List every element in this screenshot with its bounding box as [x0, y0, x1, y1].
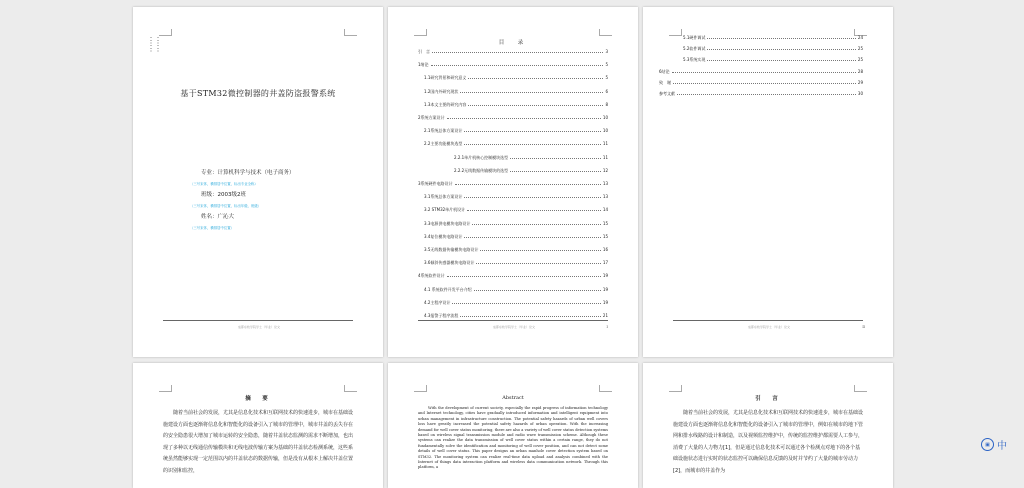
cover-hint: （三号宋体，横排居中位置，标出年级、班级）: [190, 204, 262, 208]
toc-entry-page: 11: [602, 141, 608, 147]
toc-leader-dots: [464, 144, 601, 145]
toc-entry-page: 5: [605, 62, 608, 68]
toc-entry-label: 参考文献: [659, 91, 675, 96]
toc-leader-dots: [673, 83, 856, 84]
toc-leader-dots: [460, 92, 603, 93]
toc-entry-label: 4系统软件设计: [418, 273, 445, 279]
abstract-zh-page[interactable]: [133, 363, 383, 488]
toc-leader-dots: [468, 105, 603, 106]
abstract-zh-body: 随着当前社会的发展，尤其是信息化技术和互联网技术的快速进步，城市在基础设施建设方面也逐渐将信息化和智能化的设备引入了城市的管理中，城市井盖的丢失存在的安全隐患很大增加了城市运转的安全隐患，随着井盖状态监测的需求不断增加，也出现了多种以无线通信传输模块和无线电波传输方案为基础的井盖状态检测系统，这些系统虽然能够实现一定范围以内的井盖状态的数据传输，但是没有从根本上解决井盖位置的识别和监控，: [163, 410, 354, 474]
toc-entry-label: 3.4复位模块电路设计: [424, 233, 463, 239]
toc-entry-label: 3.6倾斜传感器模块电路设计: [424, 260, 475, 266]
toc-entry-label: 2.2主要功能模块选型: [424, 141, 463, 147]
page-footer: 成都东软学院学士（毕业）论文: [238, 325, 281, 329]
toc-entry-label: 2.2.1单片机核心控制模块选型: [454, 154, 509, 160]
toc-entry[interactable]: [424, 75, 608, 81]
translate-widget[interactable]: [981, 437, 1007, 452]
toc-leader-dots: [464, 237, 601, 238]
toc-entry[interactable]: [424, 234, 608, 240]
toc-leader-dots: [464, 131, 601, 132]
toc-entry[interactable]: [424, 221, 608, 227]
corner-mark: [414, 29, 427, 36]
page-footer: 成都东软学院学士（毕业）论文: [493, 325, 536, 329]
drag-handle-icon[interactable]: ⋮⋮ ⋮⋮: [147, 36, 161, 53]
corner-mark: [344, 385, 357, 392]
toc-entry[interactable]: [424, 260, 608, 266]
cover-class: 班级：2003级2班: [201, 192, 246, 198]
introduction-page[interactable]: [643, 363, 893, 488]
cover-major: 专业：计算机科学与技术（电子商务）: [201, 170, 295, 176]
toc-entry-page: 19: [602, 299, 608, 305]
toc-entry-page: 5: [605, 75, 608, 81]
toc-entry-label: 2系统方案设计: [418, 115, 445, 120]
toc-entry-page: 19: [602, 286, 608, 292]
toc-page[interactable]: [388, 7, 638, 357]
toc-entry-page: 6: [605, 88, 608, 94]
toc-leader-dots: [432, 52, 603, 53]
corner-mark: [344, 29, 357, 36]
toc-entry-label: 4.3报警子程序流程: [424, 313, 459, 318]
toc-entry[interactable]: [418, 273, 608, 279]
toc-entry[interactable]: [454, 155, 608, 161]
toc-entry-page: 25: [857, 57, 863, 63]
introduction-body: 随着当前社会的发展，尤其是信息化技术和互联网技术的快速进步，城市在基础设施建设方面也逐渐将信息化和智能化的设备引入了城市的管理中，例如在城市的地下管网和排水线路的设计和制造，以及视频监控维护中，传统的监控维护都需要人工参与，消费了大量的人力物力[1]，但是通过信息化技术可以通过各个检测点对地下的各个基础设施状态进行实时的状态监控可以确保信息反馈的及时并节约了大量的城市劳动力[2]，而城市的井盖作为: [673, 410, 864, 474]
toc-entry[interactable]: [683, 35, 863, 41]
toc-entry[interactable]: [659, 69, 863, 75]
translate-language-label[interactable]: 中: [997, 441, 1007, 452]
toc-entry[interactable]: [424, 300, 608, 306]
toc-leader-dots: [707, 60, 856, 61]
cover-page[interactable]: [133, 7, 383, 357]
toc-entry-page: 15: [602, 233, 608, 239]
toc-entry[interactable]: [424, 102, 608, 108]
toc-entry-page: 11: [602, 154, 608, 160]
toc-leader-dots: [452, 303, 601, 304]
toc-leader-dots: [510, 171, 601, 172]
toc-leader-dots: [476, 263, 601, 264]
toc-title: 目 录: [498, 40, 528, 46]
footer-rule: [163, 320, 353, 321]
toc-entry-label: 4.2主程序设计: [424, 299, 451, 305]
toc-entry-page: 28: [857, 68, 863, 74]
page-number: Ⅰ: [606, 324, 608, 329]
toc-leader-dots: [707, 38, 856, 39]
toc-entry-page: 30: [857, 91, 863, 96]
cover-name: 姓名：广沁大: [201, 214, 235, 220]
abstract-zh-title: 摘 要: [245, 396, 271, 402]
toc-entry-label: 4.1 系统软件开发平台介绍: [424, 286, 472, 292]
toc-entry-label: 引 言: [418, 49, 430, 54]
toc-entry[interactable]: [424, 313, 608, 319]
corner-mark: [669, 29, 682, 36]
toc-leader-dots: [707, 49, 856, 50]
toc-leader-dots: [468, 78, 603, 79]
toc-entry-page: 3: [605, 49, 608, 54]
toc-leader-dots: [460, 316, 601, 317]
toc-entry[interactable]: [418, 62, 608, 68]
toc-leader-dots: [474, 290, 601, 291]
toc-entry-page: 13: [602, 181, 608, 186]
cover-hint: （三号宋体，横排居中位置）: [190, 226, 235, 230]
toc-entry-page: 16: [602, 247, 608, 252]
toc-leader-dots: [467, 210, 601, 211]
toc-entry[interactable]: [424, 207, 608, 213]
toc-leader-dots: [431, 65, 604, 66]
toc-entry-label: 3.5无线数据传输模块电路设计: [424, 247, 479, 252]
toc-entry[interactable]: [418, 181, 608, 187]
corner-mark: [414, 385, 427, 392]
toc-leader-dots: [472, 224, 601, 225]
page-footer: 成都东软学院学士（毕业）论文: [748, 325, 791, 329]
toc-entry-page: 29: [857, 79, 863, 85]
toc-entry-page: 19: [602, 273, 608, 279]
toc-entry[interactable]: [424, 247, 608, 253]
toc-leader-dots: [677, 94, 856, 95]
toc-entry-label: 5.2软件调试: [683, 46, 706, 52]
corner-mark: [669, 385, 682, 392]
toc-entry[interactable]: [418, 49, 608, 55]
toc-entry-page: 24: [857, 35, 863, 40]
corner-mark: [599, 385, 612, 392]
toc-leader-dots: [464, 197, 601, 198]
toc-entry-page: 15: [602, 220, 608, 226]
toc-leader-dots: [447, 118, 601, 119]
toc-entry-page: 12: [602, 167, 608, 173]
toc-entry-label: 致 谢: [659, 79, 671, 85]
toc-entry-label: 3.3电源供电模块电路设计: [424, 220, 471, 226]
toc-entry-label: 5.3系统实现: [683, 57, 706, 63]
toc-entry[interactable]: [424, 128, 608, 134]
abstract-en-page[interactable]: [388, 363, 638, 488]
toc-entry-page: 8: [605, 101, 608, 107]
toc-entry-label: 2.1系统总体方案设计: [424, 128, 463, 134]
introduction-title: 引 言: [755, 396, 781, 402]
footer-rule: [673, 320, 863, 321]
toc-entry-label: 3.1系统总体方案设计: [424, 194, 463, 200]
toc-leader-dots: [480, 250, 601, 251]
toc-entry-page: 10: [602, 128, 608, 134]
corner-mark: [854, 385, 867, 392]
toc-entry[interactable]: [659, 91, 863, 97]
toc-leader-dots: [510, 158, 601, 159]
toc-entry[interactable]: [659, 80, 863, 86]
toc-leader-dots: [672, 72, 856, 73]
toc-entry[interactable]: [454, 168, 608, 174]
toc-entry-label: 1绪论: [418, 62, 429, 68]
toc-continued-page[interactable]: [643, 7, 893, 357]
toc-entry-label: 6结论: [659, 68, 670, 74]
toc-entry-page: 17: [602, 260, 608, 266]
toc-entry-label: 3.2 STM32单片机设计: [424, 207, 466, 213]
footer-rule: [418, 320, 608, 321]
toc-entry-label: 3系统硬件电路设计: [418, 181, 453, 186]
corner-mark: [599, 29, 612, 36]
abstract-en-body: With the development of current society, especially the rapid progress of information technology and Internet technology, cities have gradually introduced information and intelligent equipment into urban management in infrastructure construction. The potential safety hazards of urban well covers loss have greatly increased the potential safety hazards of urban operation. With the increasing demand for well cover status monitoring, there are also a variety of well cover status detection systems based on wireless signal transmission module and radio wave transmission scheme. Although these systems can realize the data transmission of well cover status within a certain range, they do not fundamentally solve the identification and monitoring of well cover position, and can not detect some details of well cover status. This paper designs an urban manhole cover detection system based on STM32. The monitoring system can realize real-time data upload and analysis combined with the Internet of things data interaction platform and wireless data communication network. Through this platform, a: [418, 406, 608, 470]
page-number: Ⅱ: [862, 324, 865, 329]
corner-mark: [159, 385, 172, 392]
toc-entry-label: 2.2.2无线数据传输模块的选型: [454, 167, 509, 173]
abstract-en-title: Abstract: [502, 395, 524, 401]
toc-entry[interactable]: [424, 287, 608, 293]
toc-entry-page: 14: [602, 207, 608, 213]
toc-entry-page: 10: [602, 115, 608, 120]
toc-entry[interactable]: [424, 89, 608, 95]
toc-entry-page: 13: [602, 194, 608, 200]
toc-entry-label: 1.3本文主要的研究内容: [424, 101, 467, 107]
toc-entry[interactable]: [424, 141, 608, 147]
toc-entry-page: 25: [857, 46, 863, 52]
translate-icon[interactable]: ▣: [981, 438, 994, 451]
toc-leader-dots: [455, 184, 601, 185]
cover-hint: （三号宋体，横排居中位置，标出专业全称）: [190, 182, 258, 186]
toc-entry[interactable]: [683, 57, 863, 63]
toc-entry[interactable]: [683, 46, 863, 52]
toc-entry-label: 5.1硬件调试: [683, 35, 706, 40]
toc-entry[interactable]: [424, 194, 608, 200]
toc-entry-label: 1.2国内外研究现状: [424, 88, 459, 94]
corner-mark: [159, 29, 172, 36]
cover-title: 基于STM32微控制器的井盖防盗报警系统: [180, 89, 336, 98]
toc-entry[interactable]: [418, 115, 608, 121]
toc-entry-page: 21: [602, 313, 608, 318]
toc-entry-label: 1.1研究背景和研究意义: [424, 75, 467, 81]
toc-leader-dots: [447, 276, 601, 277]
